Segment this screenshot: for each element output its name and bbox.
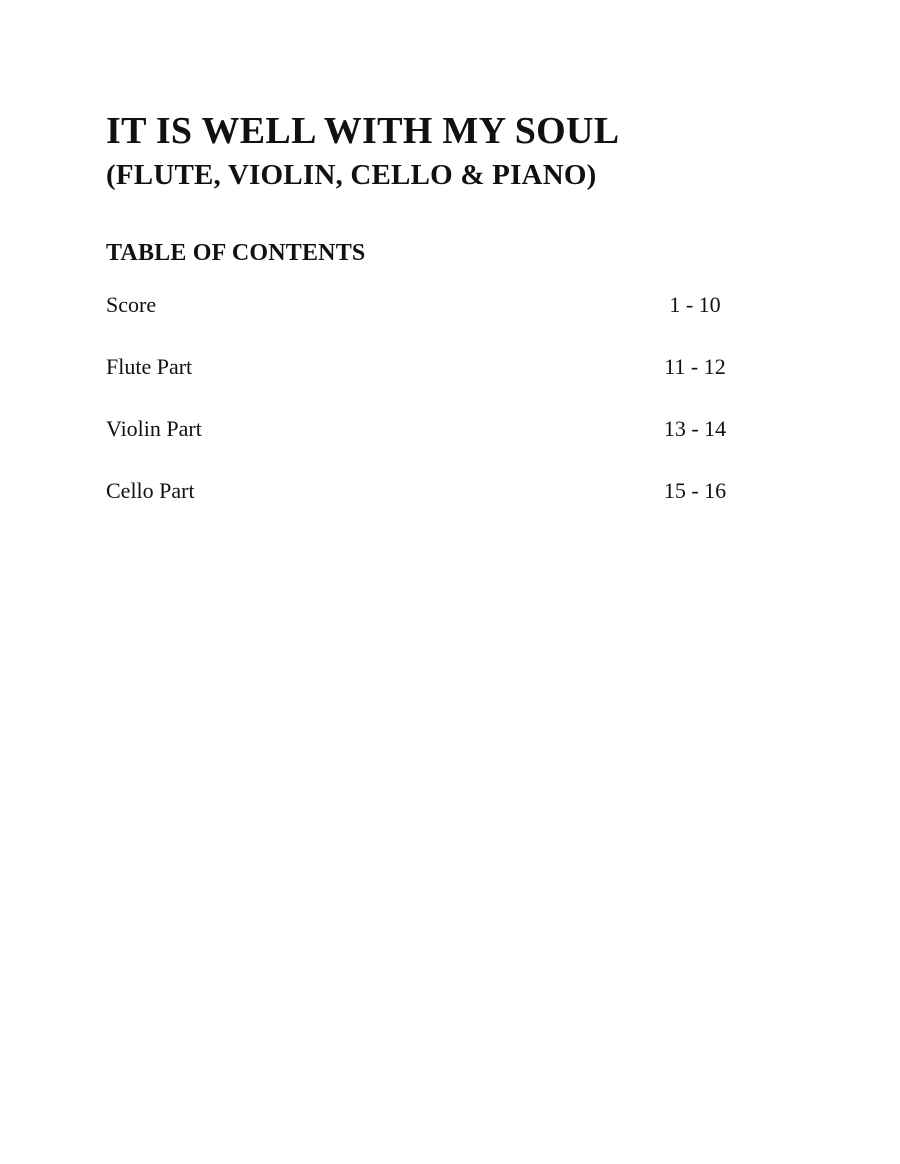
toc-entry-label: Flute Part xyxy=(106,354,193,379)
table-of-contents xyxy=(106,288,740,536)
toc-entry-cello-part xyxy=(106,474,740,536)
toc-entry-flute-part xyxy=(106,350,740,412)
toc-entry-pages: 13 - 14 xyxy=(663,416,727,441)
toc-entry-label: Violin Part xyxy=(106,416,202,441)
toc-heading: TABLE OF CONTENTS xyxy=(106,240,366,266)
toc-entry-label: Cello Part xyxy=(106,478,195,503)
toc-entry-label: Score xyxy=(106,292,157,317)
toc-entry-pages: 11 - 12 xyxy=(664,354,726,379)
toc-entry-violin-part xyxy=(106,412,740,474)
toc-entry-pages: 1 - 10 xyxy=(669,292,721,317)
document-title: IT IS WELL WITH MY SOUL xyxy=(106,110,620,152)
document-subtitle: (FLUTE, VIOLIN, CELLO & PIANO) xyxy=(106,159,597,191)
toc-entry-pages: 15 - 16 xyxy=(663,478,727,503)
toc-entry-score xyxy=(106,288,740,350)
